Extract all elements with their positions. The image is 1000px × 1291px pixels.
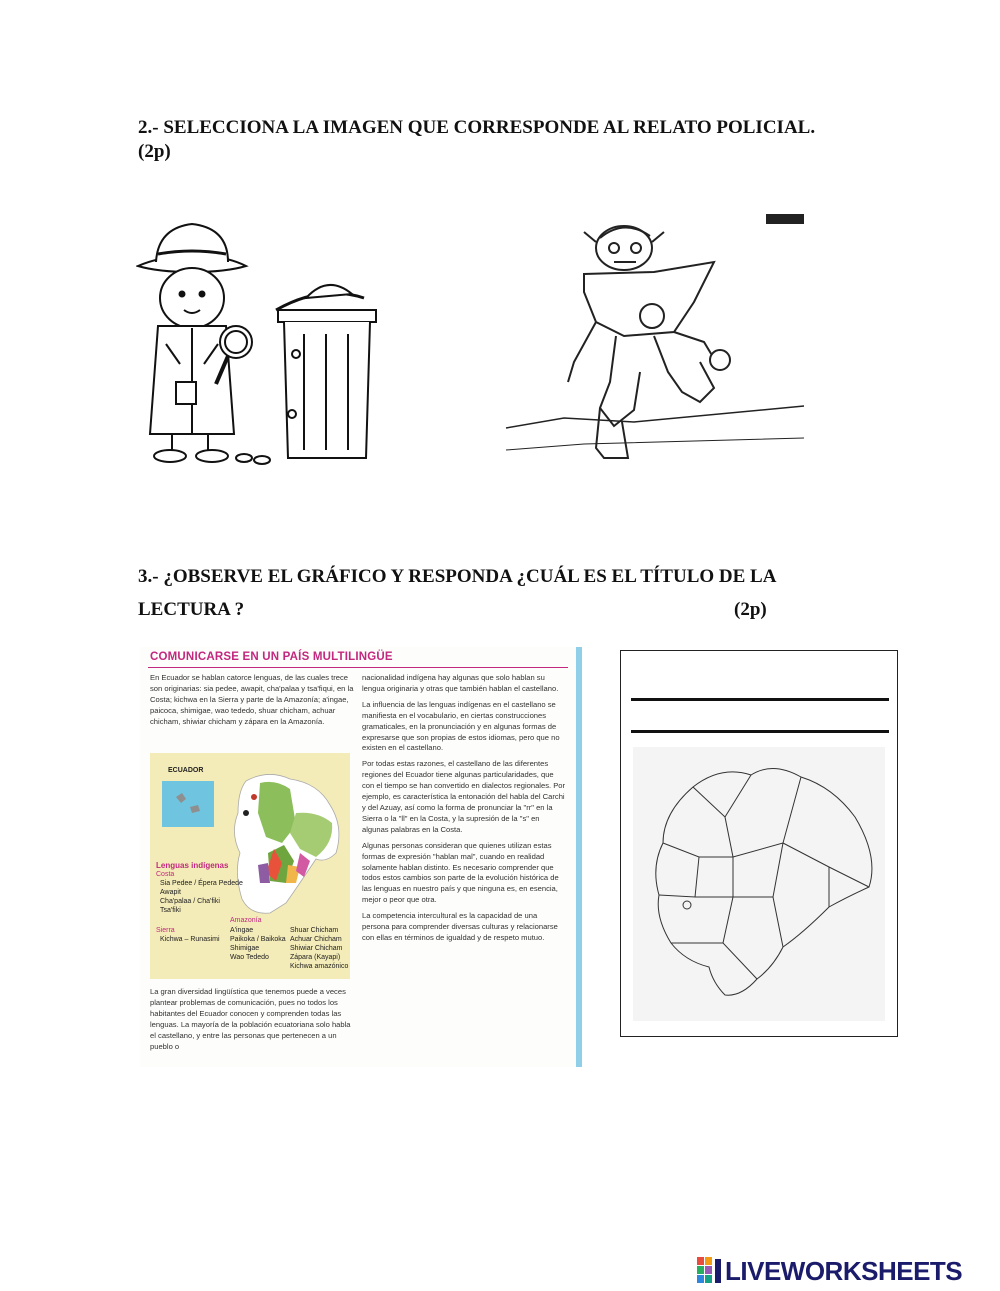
- map-costa-item: Sia Pedee / Épera Pedede: [160, 880, 243, 887]
- reading-column-left-bottom: [150, 987, 354, 1057]
- question-3-points: (2p): [734, 599, 767, 620]
- map-amazonia-label: Amazonía: [230, 917, 262, 924]
- map-amazonia-item: Zápara (Kayapi): [290, 954, 341, 961]
- language-map: [150, 753, 350, 979]
- map-costa-item: Awapit: [160, 889, 181, 896]
- question-2-points: (2p): [138, 141, 171, 162]
- reading-paragraph: En Ecuador se hablan catorce lenguas, de las cuales trece son originarias: sia pedee, awapit, cha'palaa y tsa'fiqui, en la Costa; kichwa en la Sierra y parte de la Amazonía; a'ingae, paicoca, shimigae, wao tededo, shuar chicham, achuar chicham, shiwiar chicham y zápara en la Amazonía.: [150, 673, 354, 726]
- map-sierra-item: Kichwa – Runasimi: [160, 936, 220, 943]
- map-costa-item: Tsa'fiki: [160, 907, 181, 914]
- map-amazonia-item: Kichwa amazónico: [290, 963, 349, 970]
- question-2-line1: 2.- SELECCIONA LA IMAGEN QUE CORRESPONDE AL RELATO POLICIAL.: [138, 117, 816, 138]
- map-amazonia-item: Shiwiar Chicham: [290, 945, 343, 952]
- reading-paragraph: nacionalidad indígena hay algunas que solo hablan su lengua originaria y otras que también hablan el castellano.: [362, 673, 559, 693]
- reading-paragraph: La competencia intercultural es la capacidad de una persona para comprender diversas culturas y relacionarse con ellas en términos de igualdad y de respeto mutuo.: [362, 911, 558, 942]
- detective-illustration: [136, 214, 406, 470]
- robot-image-option[interactable]: [504, 212, 808, 468]
- liveworksheets-logo: [697, 1256, 993, 1286]
- ecuador-outline-map: [633, 747, 885, 1021]
- reading-paragraph: Por todas estas razones, el castellano de las diferentes regiones del Ecuador tiene algunas particularidades, que con el tiempo se han convertido en dialectos regionales. Por ejemplo, es característica la entonación del habla del Carchi y del Azuay, así como la forma de pronunciar la "rr" en la Sierra o la "ll" en la Costa, y la supresión de la "s" en algunas palabras en la Costa.: [362, 759, 566, 834]
- reading-title-rule: [148, 667, 568, 668]
- answer-line-1[interactable]: [631, 698, 889, 701]
- map-country-label: ECUADOR: [168, 767, 204, 774]
- reading-paragraph: Algunas personas consideran que quienes utilizan estas formas de expresión "hablan mal", cuando en realidad solamente hablan distinto. Es necesario comprender que todos estos cambios son parte de la evolución histórica de las lenguas en nuestro país y que ninguna es, en esencia, mejor o peor que otra.: [362, 840, 559, 905]
- question-3-line2: LECTURA ?: [138, 599, 245, 620]
- map-amazonia-item: Wao Tededo: [230, 954, 269, 961]
- answer-line-2[interactable]: [631, 730, 889, 733]
- liveworksheets-badge-icon: [697, 1257, 723, 1285]
- reading-column-right: [362, 673, 566, 949]
- map-amazonia-item: Shimigae: [230, 945, 260, 952]
- map-amazonia-item: Achuar Chicham: [290, 936, 342, 943]
- detective-image-option[interactable]: [136, 214, 406, 470]
- reading-paragraph: La gran diversidad lingüística que tenemos puede a veces plantear problemas de comunicación, pues no todos los habitantes del Ecuador conocen y comprenden todas las lenguas. La mayoría de la población ecuatoriana solo habla el castellano, y entre las personas que pertenecen a un pueblo o: [150, 987, 351, 1051]
- reading-excerpt: [140, 647, 582, 1067]
- question-3-title: [138, 565, 898, 622]
- robot-illustration: [504, 212, 808, 468]
- question-3-line1: 3.- ¿OBSERVE EL GRÁFICO Y RESPONDA ¿CUÁL ES EL TÍTULO DE LA: [138, 566, 777, 587]
- ecuador-outline-graphic: [633, 747, 885, 1021]
- map-sierra-label: Sierra: [156, 927, 175, 934]
- map-costa-item: Cha'palaa / Cha'fiki: [160, 898, 220, 905]
- liveworksheets-logo-text: LIVEWORKSHEETS: [725, 1256, 963, 1286]
- map-amazonia-item: A'ingae: [230, 927, 254, 934]
- answer-box: [620, 650, 898, 1037]
- map-costa-label: Costa: [156, 871, 175, 878]
- reading-paragraph: La influencia de las lenguas indígenas en el castellano se manifiesta en el vocabulario, en ciertas construcciones gramaticales, en la pronunciación y en algunas formas de expresarse que son propias de estos idiomas, pero que no existen en el castellano.: [362, 699, 560, 753]
- reading-title: COMUNICARSE EN UN PAÍS MULTILINGÜE: [150, 651, 393, 663]
- map-amazonia-item: Shuar Chicham: [290, 927, 339, 934]
- map-amazonia-item: Paikoka / Baikoka: [230, 936, 286, 943]
- question-2-title: [138, 116, 898, 164]
- map-legend-title: Lenguas indígenas: [156, 861, 229, 870]
- reading-column-left: [150, 673, 354, 733]
